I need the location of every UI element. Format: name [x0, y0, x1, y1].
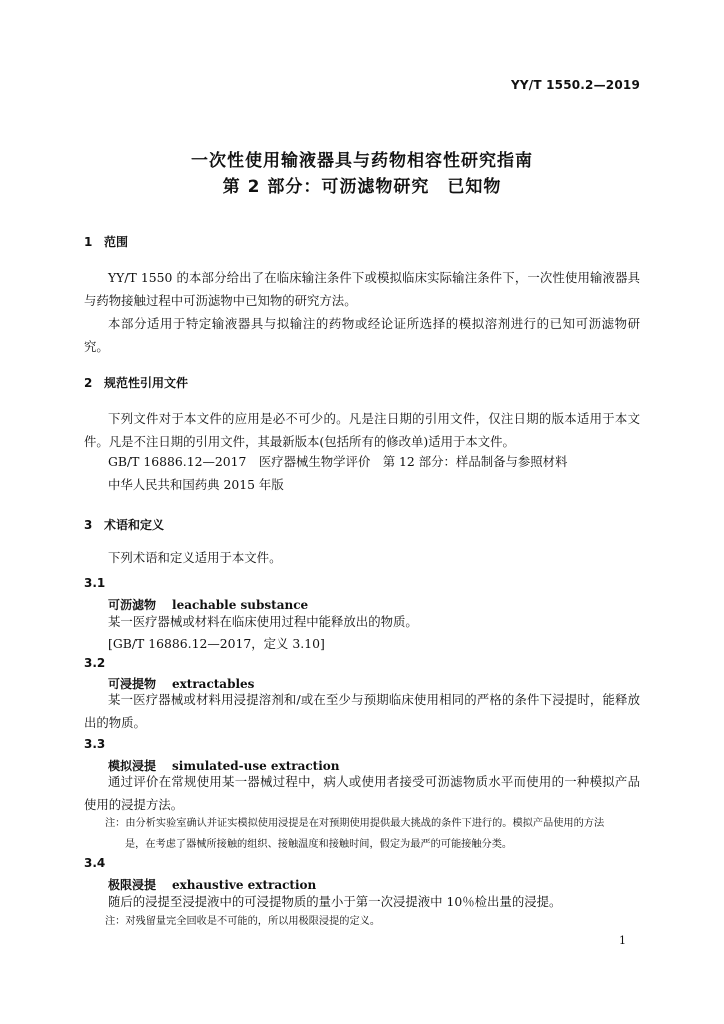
term-zh: 极限浸提	[108, 878, 157, 892]
term-definition: 某一医疗器械或材料在临床使用过程中能释放出的物质。	[108, 614, 418, 629]
term-en: leachable substance	[172, 598, 309, 612]
term-heading	[108, 876, 316, 893]
term-en: simulated-use extraction	[172, 759, 340, 773]
section-number: 3	[84, 518, 93, 532]
section-title: 规范性引用文件	[104, 376, 189, 390]
note-label: 注：	[105, 916, 126, 927]
normative-reference-2: 中华人民共和国药典 2015 年版	[108, 477, 284, 492]
standard-code: YY/T 1550.2—2019	[510, 78, 640, 92]
term-definition: 随后的浸提至浸提液中的可浸提物质的量小于第一次浸提液中 10％检出量的浸提。	[108, 894, 562, 909]
term-note	[105, 911, 641, 932]
section-2-heading	[84, 374, 188, 391]
term-heading	[108, 596, 308, 613]
normative-reference-1: GB/T 16886.12—2017 医疗器械生物学评价 第 12 部分：样品制备与参照材料	[108, 454, 568, 469]
section-3-heading	[84, 516, 164, 533]
section-2-paragraph: 下列文件对于本文件的应用是必不可少的。凡是注日期的引用文件，仅注日期的版本适用于本文件。凡是不注日期的引用文件，其最新版本(包括所有的修改单)适用于本文件。	[84, 411, 640, 449]
section-1-paragraph-2: 本部分适用于特定输液器具与拟输注的药物或经论证所选择的模拟溶剂进行的已知可沥滤物研究。	[84, 316, 640, 354]
term-source: [GB/T 16886.12—2017，定义 3.10]	[108, 636, 325, 651]
section-3-intro: 下列术语和定义适用于本文件。	[108, 550, 282, 565]
term-number: 3.3	[84, 737, 106, 751]
term-number: 3.4	[84, 856, 106, 870]
term-en: exhaustive extraction	[172, 878, 317, 892]
section-1-heading	[84, 233, 128, 250]
note-label: 注：	[105, 818, 126, 829]
section-number: 1	[84, 235, 93, 249]
term-number: 3.1	[84, 576, 106, 590]
term-definition: 某一医疗器械或材料用浸提溶剂和/或在至少与预期临床使用相同的严格的条件下浸提时，能释放出的物质。	[84, 692, 640, 730]
term-zh: 可沥滤物	[108, 598, 157, 612]
term-zh: 模拟浸提	[108, 759, 157, 773]
term-zh: 可浸提物	[108, 677, 157, 691]
section-title: 范围	[104, 235, 129, 249]
term-number: 3.2	[84, 656, 106, 670]
term-en: extractables	[172, 677, 255, 691]
note-text-line1: 由分析实验室确认并证实模拟使用浸提是在对预期使用提供最大挑战的条件下进行的。模拟产品使用的方法	[125, 818, 605, 829]
document-title-line1: 一次性使用输液器具与药物相容性研究指南	[191, 151, 533, 171]
section-1-paragraph-1: YY/T 1550 的本部分给出了在临床输注条件下或模拟临床实际输注条件下，一次性使用输液器具与药物接触过程中可沥滤物中已知物的研究方法。	[84, 270, 640, 308]
section-number: 2	[84, 376, 93, 390]
term-note	[105, 813, 641, 855]
page-number: 1	[619, 934, 626, 947]
term-definition: 通过评价在常规使用某一器械过程中，病人或使用者接受可沥滤物质水平而使用的一种模拟产品使用的浸提方法。	[84, 774, 640, 812]
note-text-line1: 对残留量完全回收是不可能的，所以用极限浸提的定义。	[125, 916, 381, 927]
document-title-line2: 第 2 部分：可沥滤物研究 已知物	[222, 177, 502, 197]
section-title: 术语和定义	[104, 518, 165, 532]
note-text-line2: 是，在考虑了器械所接触的组织、接触温度和接触时间，假定为最严的可能接触分类。	[125, 839, 513, 850]
